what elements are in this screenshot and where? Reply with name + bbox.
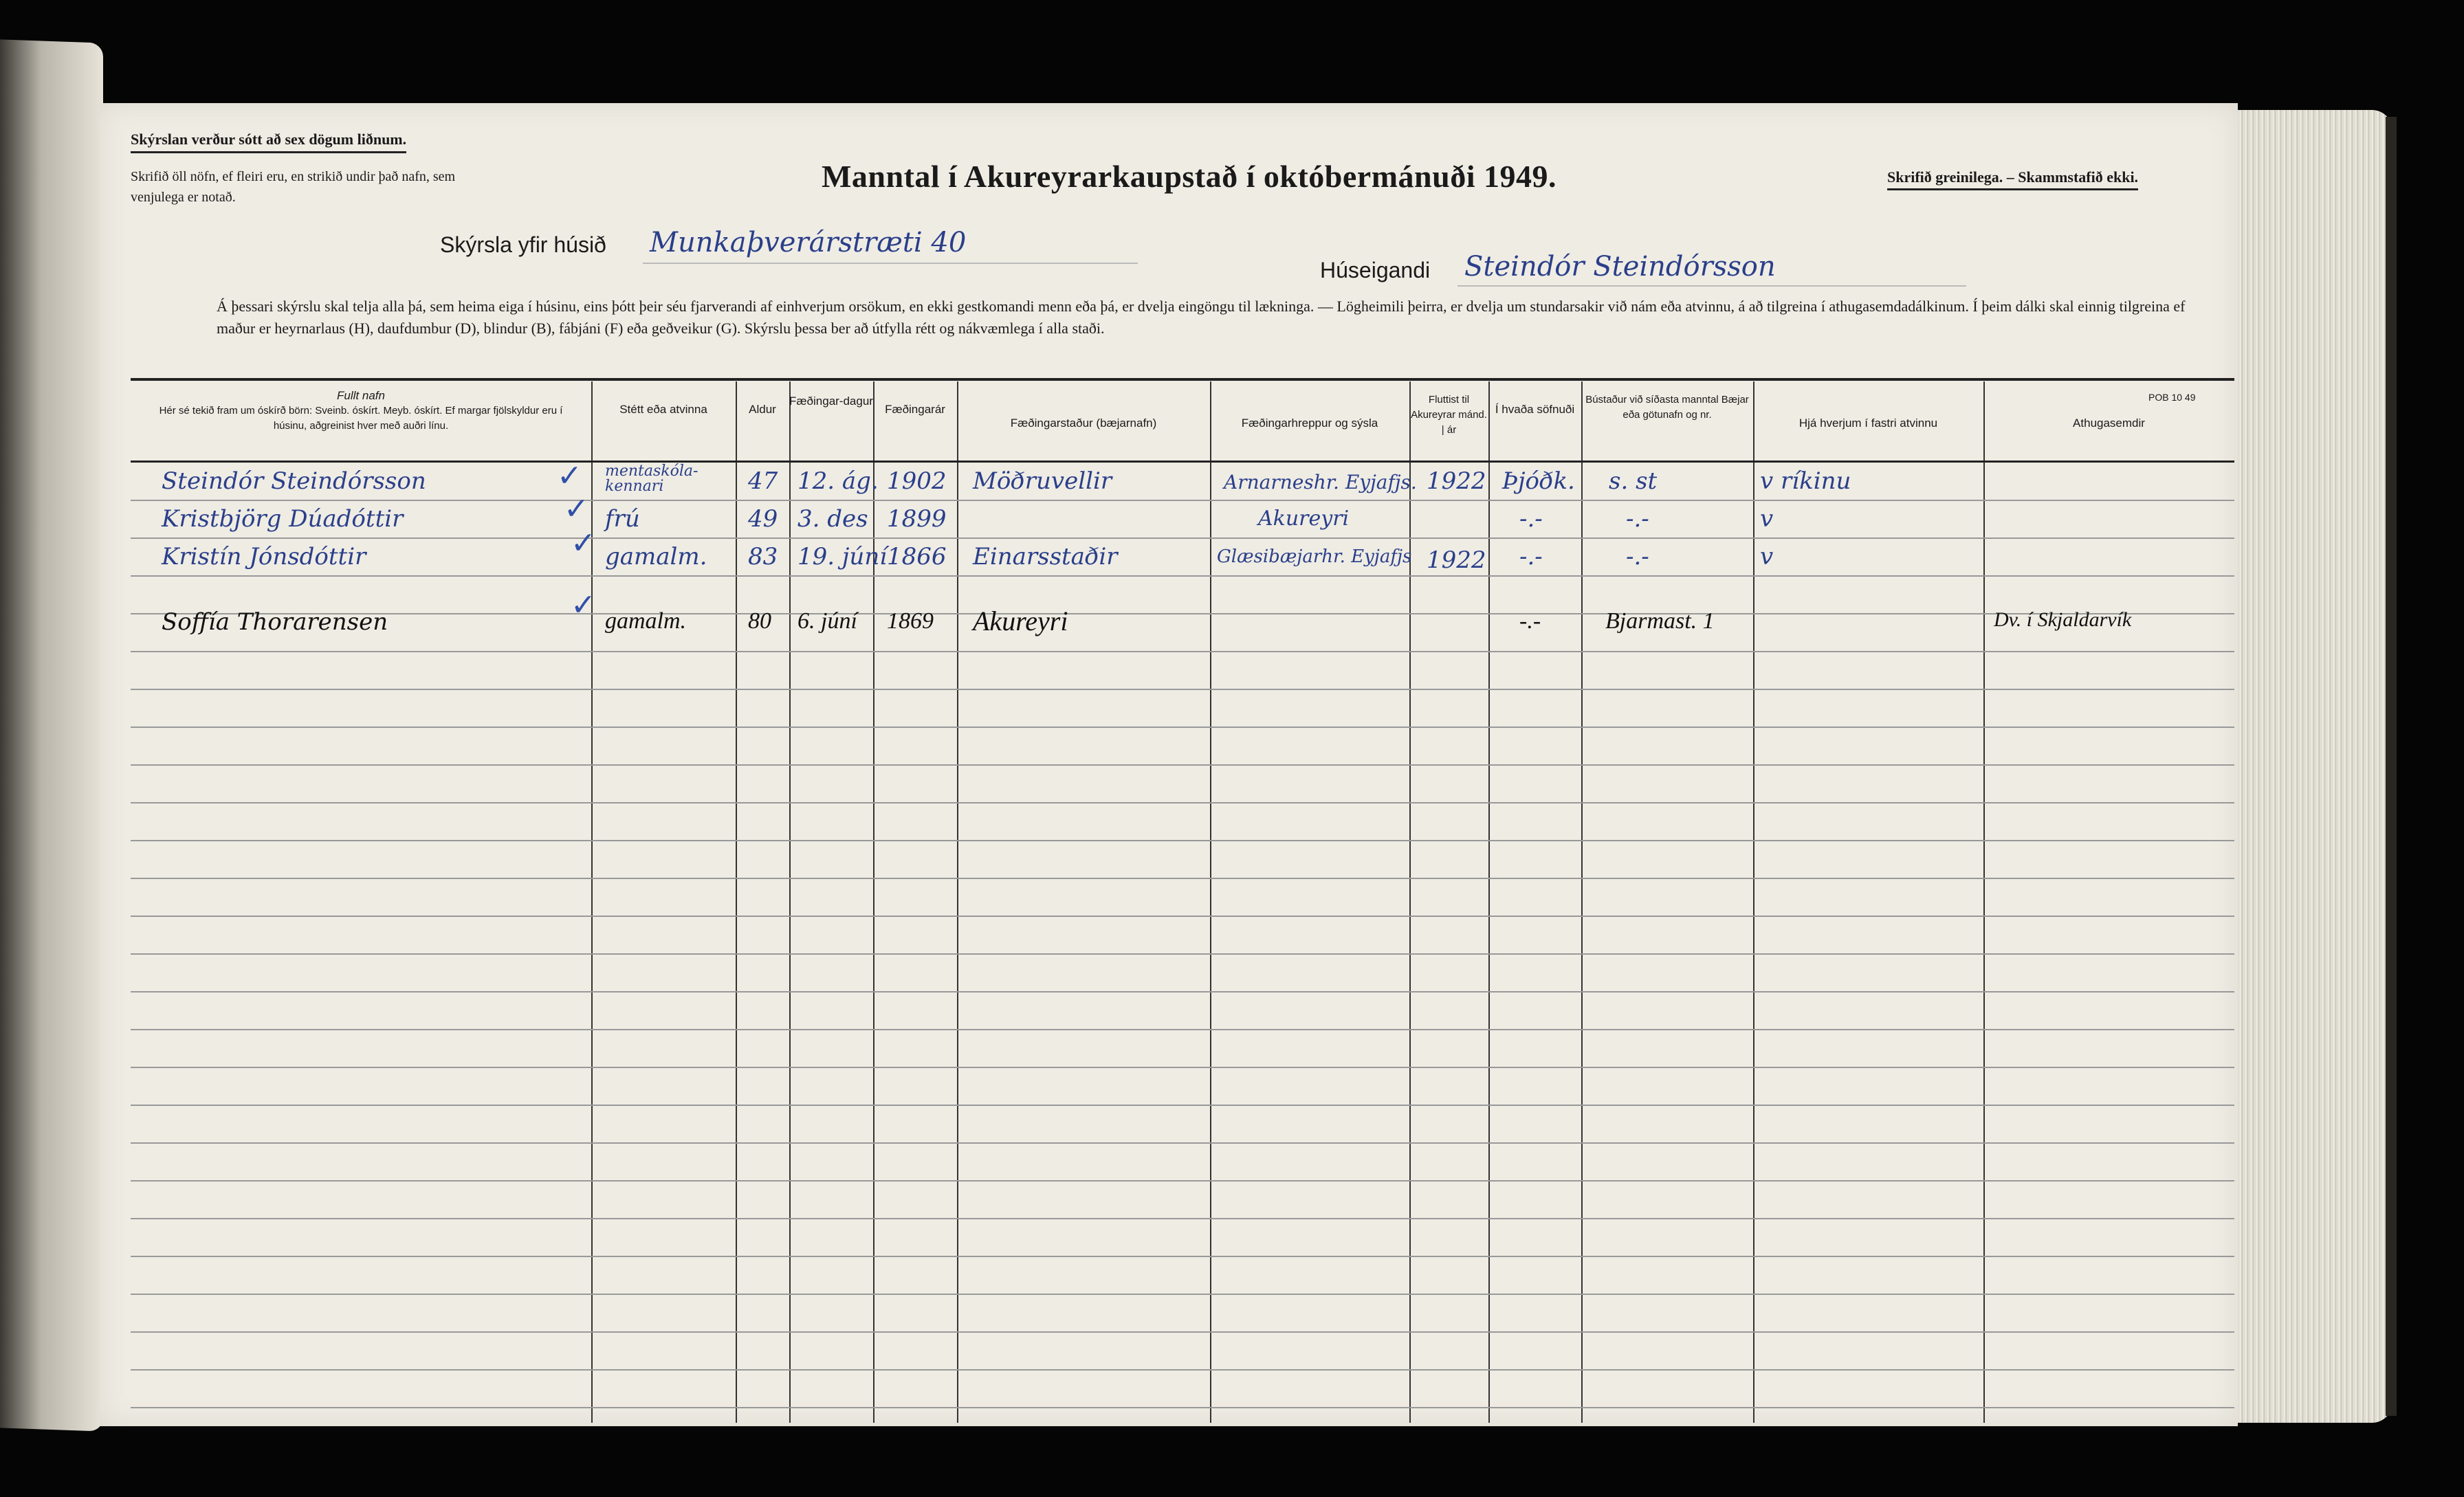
census-form-page — [100, 103, 2238, 1426]
col-moved: Fluttist til Akureyrar mánd. | ár — [1411, 394, 1487, 436]
cell-employer: v — [1760, 505, 1774, 533]
col-parish: Í hvaða söfnuði — [1495, 403, 1575, 416]
check-mark: ✓ — [571, 588, 596, 622]
ruled-line — [131, 1331, 2234, 1333]
check-mark: ✓ — [571, 526, 596, 560]
ruled-line — [131, 840, 2234, 841]
cell-remarks: Dv. í Skjaldarvík — [1994, 608, 2132, 631]
cell-name: Soffía Thorarensen — [162, 608, 388, 636]
ruled-line — [131, 1029, 2234, 1030]
col-employer: Hjá hverjum í fastri atvinnu — [1798, 417, 1938, 430]
cell-parish: -.- — [1519, 543, 1543, 570]
ruled-line — [131, 537, 2234, 539]
census-table — [131, 381, 2234, 1423]
owner-underline — [1458, 285, 1966, 287]
cell-last-residence: -.- — [1626, 505, 1649, 533]
ruled-line — [131, 613, 2234, 614]
col-birth-year: Fæðingarár — [885, 403, 945, 416]
cell-birth-year: 1866 — [887, 543, 947, 570]
ruled-line — [131, 953, 2234, 955]
ruled-line — [131, 1067, 2234, 1068]
house-value: Munkaþverárstræti 40 — [650, 227, 967, 258]
cell-last-residence: -.- — [1626, 543, 1649, 570]
ruled-line — [131, 802, 2234, 803]
cell-employer: v — [1760, 543, 1774, 570]
col-birth-day: Fæðingar-dagur — [789, 395, 873, 408]
ruled-line — [131, 1180, 2234, 1182]
cell-name: Steindór Steindórsson — [162, 467, 426, 495]
cell-birthplace: Akureyri — [973, 606, 1068, 636]
ruled-line — [131, 1105, 2234, 1106]
house-underline — [643, 263, 1138, 264]
cell-occupation: mentaskóla-kennari — [605, 463, 698, 495]
form-code: POB 10 49 — [2148, 392, 2196, 403]
cell-birth-year: 1899 — [887, 505, 947, 533]
deadline-notice: Skýrslan verður sótt að sex dögum liðnum. — [131, 131, 406, 153]
cell-birth-day: 19. júní — [798, 543, 888, 570]
cell-age: 83 — [748, 543, 778, 570]
ruled-line — [131, 689, 2234, 690]
col-birth-parish: Fæðingarhreppur og sýsla — [1241, 417, 1378, 430]
cell-birthplace: Einarsstaðir — [973, 543, 1118, 570]
book-spine-shadow — [2386, 117, 2397, 1416]
cell-birth-day: 12. ág. — [798, 467, 879, 495]
cell-birth-year: 1902 — [887, 467, 947, 495]
cell-birth-year: 1869 — [887, 608, 934, 634]
cell-parish: -.- — [1519, 505, 1543, 533]
ruled-line — [131, 1369, 2234, 1371]
page-stack — [2228, 110, 2392, 1423]
house-label: Skýrsla yfir húsið — [440, 232, 606, 257]
cell-last-residence: s. st — [1609, 467, 1658, 495]
cell-moved: 1922 — [1427, 546, 1486, 574]
cell-age: 47 — [748, 467, 778, 495]
cell-birth-day: 6. júní — [798, 608, 857, 634]
owner-label: Húseigandi — [1320, 258, 1431, 282]
ruled-line — [131, 878, 2234, 879]
page-title: Manntal í Akureyrarkaupstað í októbermánuði 1949. — [822, 159, 1556, 194]
names-instruction: Skrifið öll nöfn, ef fleiri eru, en strikið undir það nafn, sem venjulega er notað. — [131, 169, 456, 205]
col-name-title: Fullt nafn — [337, 389, 385, 402]
owner-value: Steindór Steindórsson — [1464, 251, 1776, 282]
ruled-line — [131, 1294, 2234, 1295]
ruled-line — [131, 764, 2234, 766]
left-page-edge — [0, 39, 103, 1431]
col-last-residence: Bústaður við síðasta manntal Bæjar eða götunafn og nr. — [1585, 394, 1749, 421]
cell-name: Kristín Jónsdóttir — [162, 543, 366, 570]
col-age: Aldur — [749, 403, 776, 416]
ruled-line — [131, 1407, 2234, 1408]
cell-parish: -.- — [1519, 608, 1541, 634]
cell-birth-parish: Arnarneshr. Eyjafjs. — [1224, 471, 1417, 494]
ruled-line — [131, 727, 2234, 728]
table-top-rule — [131, 378, 2234, 381]
check-mark: ✓ — [557, 459, 582, 493]
cell-birth-parish: Glæsibæjarhr. Eyjafjs — [1217, 546, 1412, 567]
cell-birth-day: 3. des — [798, 505, 868, 533]
cell-age: 49 — [748, 505, 778, 533]
instructions-text: Á þessari skýrslu skal telja alla þá, sem heima eiga í húsinu, eins þótt þeir séu fjarverandi af einhverjum orsökum, en ekki gestkomandi menn eða þá, er dvelja eingöngu til lækninga. — Lögheimili þeirra, er dvelja um stundarsakir við nám eða atvinnu, á að tilgreina í athugasemdadálkinum. Í þeim dálki skal einnig tilgreina ef maður er heyrnarlaus (H), daufdumbur (D), blindur (B), fábjáni (F) eða geðveikur (G). Skýrslu þessa ber að útfylla rétt og nákvæmlega í alla staði. — [217, 298, 2186, 337]
cell-occupation: frú — [605, 505, 640, 533]
cell-moved: 1922 — [1427, 467, 1486, 495]
cell-last-residence: Bjarmast. 1 — [1605, 608, 1715, 634]
cell-employer: v ríkinu — [1760, 467, 1851, 495]
ruled-line — [131, 651, 2234, 652]
cell-parish: Þjóðk. — [1502, 467, 1575, 495]
col-occupation: Stétt eða atvinna — [619, 403, 707, 416]
ruled-line — [131, 500, 2234, 501]
ruled-line — [131, 575, 2234, 577]
col-name-note: Hér sé tekið fram um óskírð börn: Sveinb. óskírt. Meyb. óskírt. Ef margar fjölskyldur eru í húsinu, aðgreinist hver með auðri línu. — [159, 405, 563, 432]
ruled-line — [131, 1256, 2234, 1257]
header-separator — [131, 461, 2234, 463]
cell-age: 80 — [748, 608, 771, 634]
cell-name: Kristbjörg Dúadóttir — [162, 505, 404, 533]
check-mark: ✓ — [564, 492, 589, 526]
cell-birth-parish: Akureyri — [1258, 507, 1350, 531]
ruled-line — [131, 916, 2234, 917]
ruled-line — [131, 1142, 2234, 1144]
col-remarks: Athugasemdir — [2073, 417, 2145, 430]
cell-birthplace: Möðruvellir — [973, 467, 1112, 495]
col-birthplace: Fæðingarstaður (bæjarnafn) — [1010, 417, 1157, 430]
write-clearly-notice: Skrifið greinilega. – Skammstafið ekki. — [1887, 168, 2138, 190]
cell-occupation: gamalm. — [605, 543, 707, 570]
ruled-line — [131, 1218, 2234, 1219]
ruled-line — [131, 991, 2234, 993]
cell-occupation: gamalm. — [605, 608, 687, 634]
